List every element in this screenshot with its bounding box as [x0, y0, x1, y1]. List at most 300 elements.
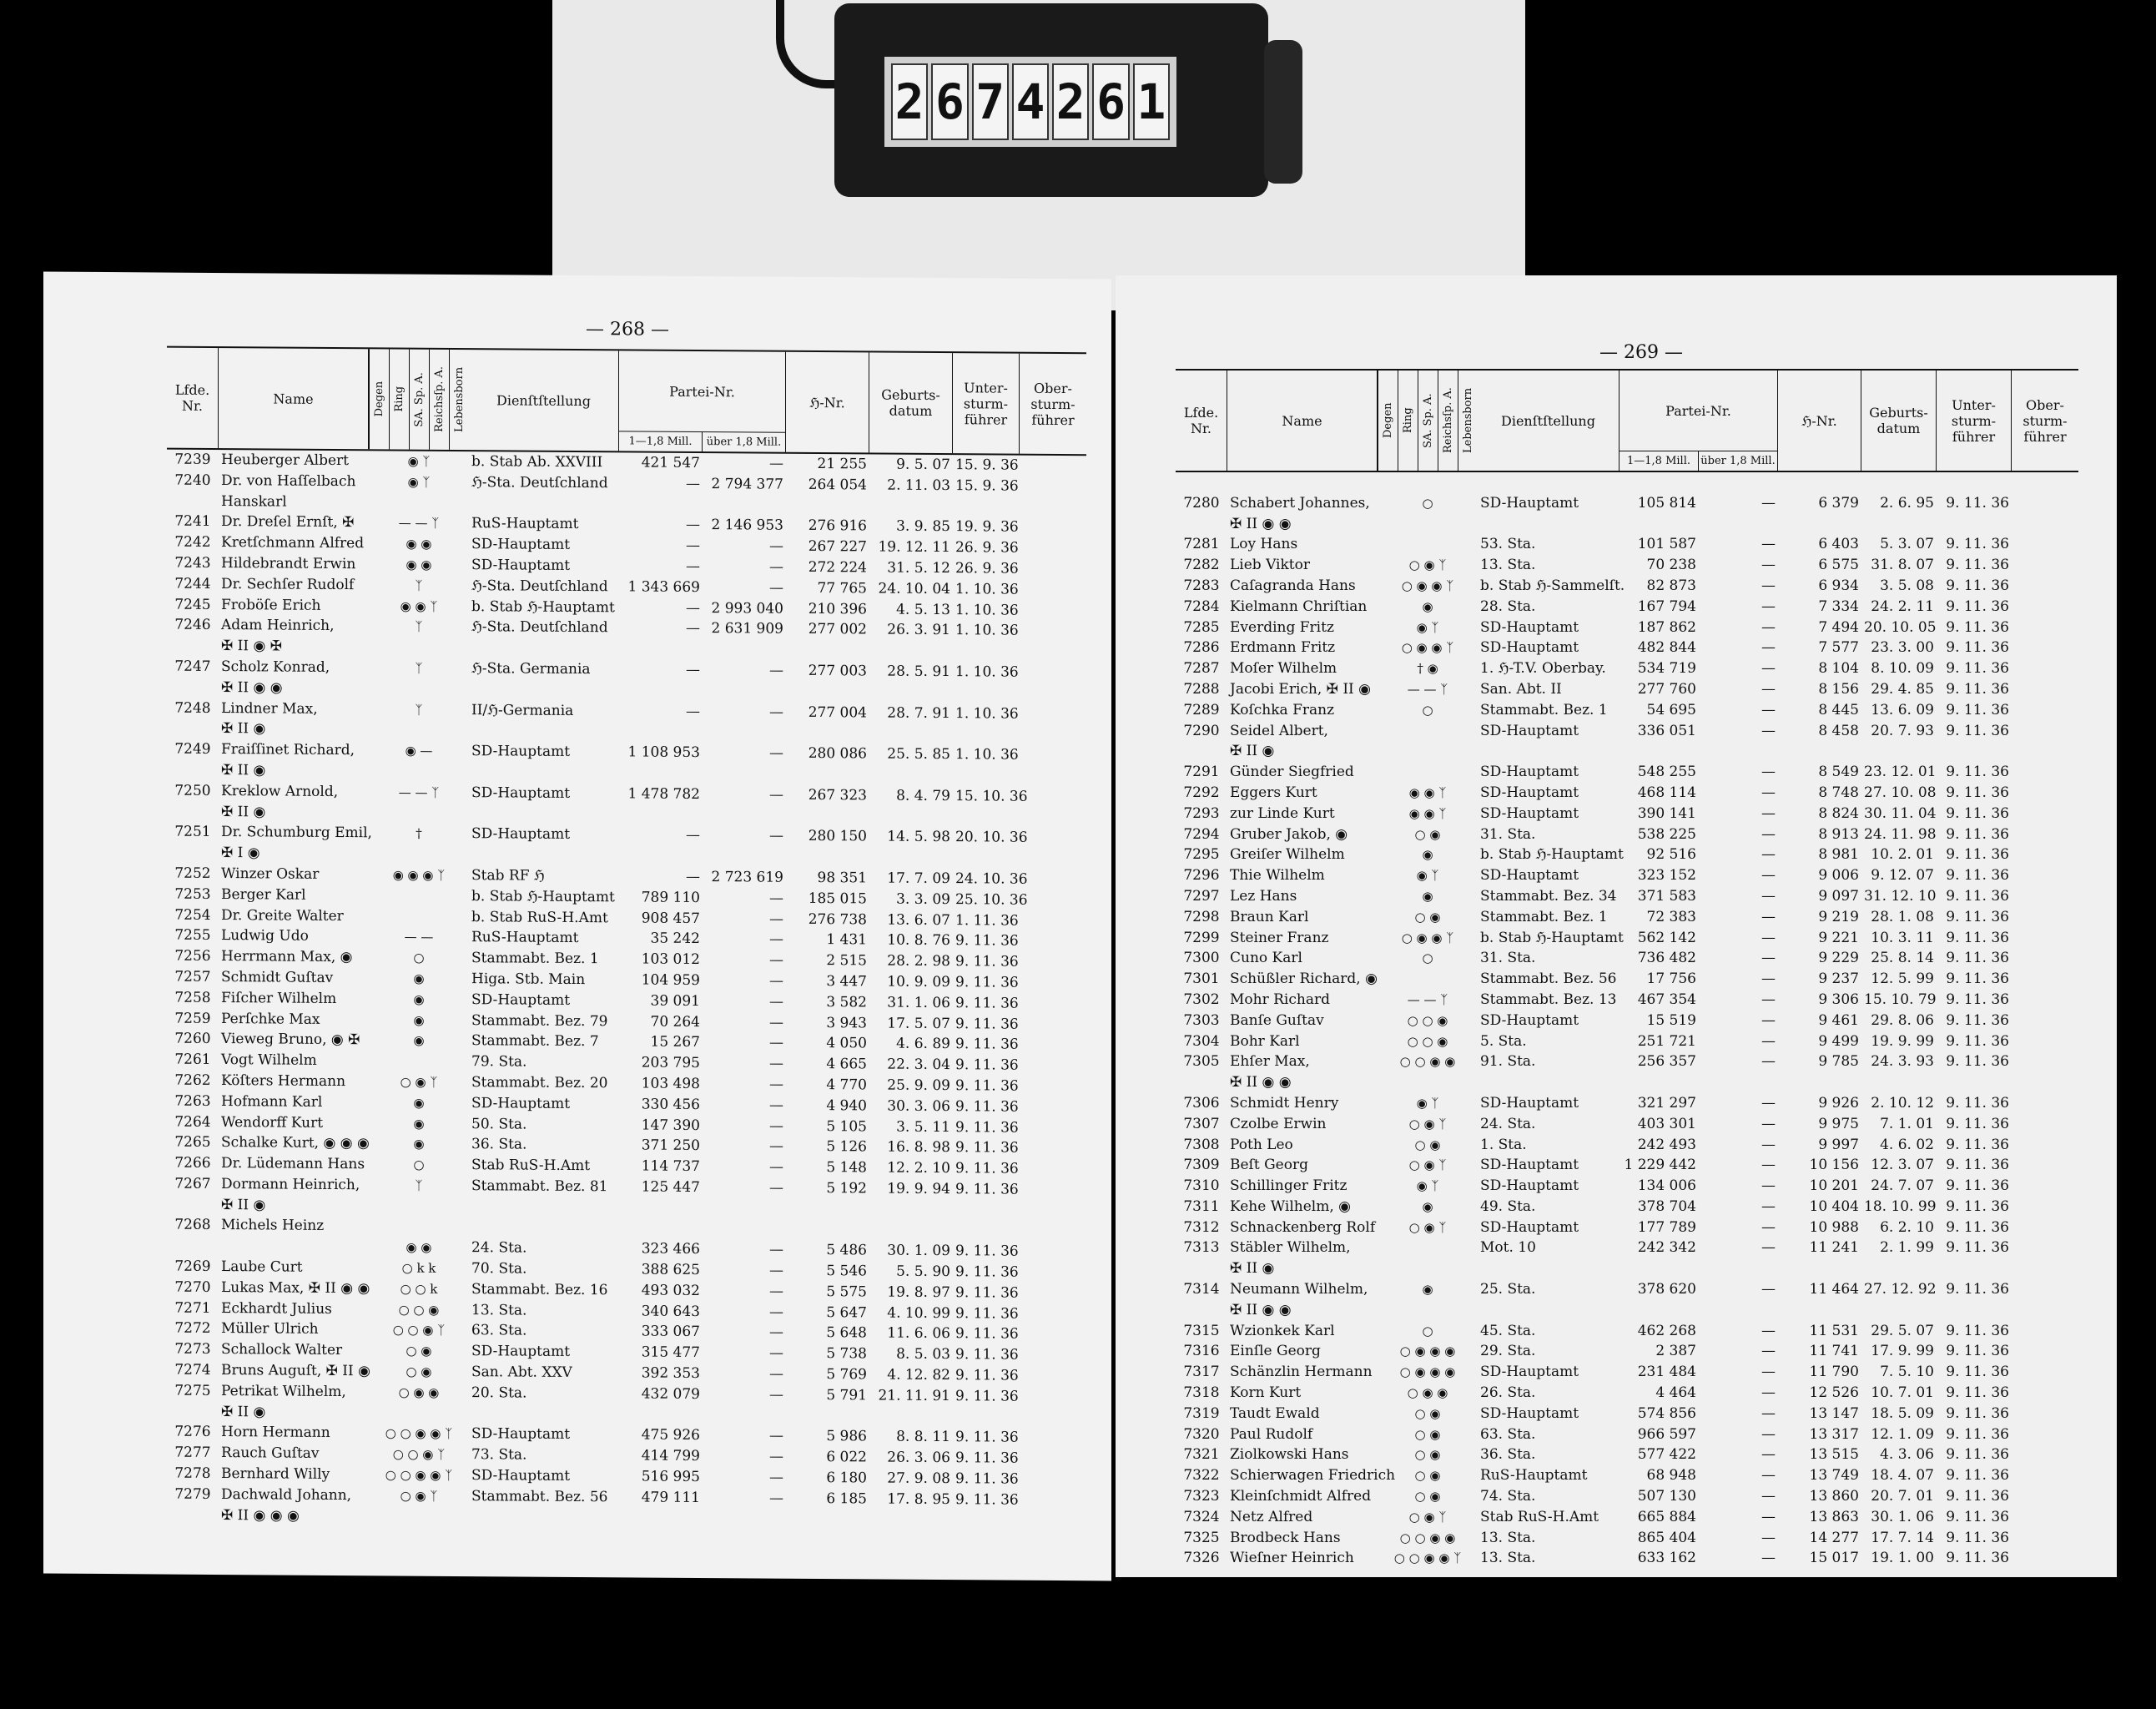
row-partei-b: —: [1761, 1218, 1776, 1236]
row-number: 7246: [174, 617, 211, 634]
row-dienststellung: [469, 720, 619, 742]
row-markers: ◉ ◉: [406, 1239, 432, 1256]
row-partei-a: 134 006: [1637, 1177, 1696, 1195]
row-name: Hofmann Karl: [221, 1092, 323, 1111]
row-ss-nr: 3 582: [826, 993, 867, 1011]
row-name: Winzer Oskar: [221, 865, 320, 883]
row-partei-b: —: [1761, 1364, 1776, 1381]
row-untersturmfuehrer: 9. 11. 36: [955, 1263, 1019, 1281]
row-dienststellung: Stammabt. Bez. 7: [471, 1032, 599, 1051]
row-number: 7326: [1183, 1550, 1220, 1567]
row-geburtsdatum: [869, 641, 953, 662]
row-partei-b: —: [1761, 1011, 1776, 1029]
row-number: [167, 1194, 219, 1215]
row-ss-nr: [1778, 1072, 1861, 1093]
row-number: 7284: [1183, 597, 1220, 615]
row-dienststellung: Stammabt. Bez. 56: [1480, 970, 1617, 988]
row-ss-nr: [786, 682, 869, 703]
row-geburtsdatum: 7. 1. 01: [1880, 1115, 1934, 1132]
row-name: ✠ II ◉ ◉ ◉: [221, 1506, 300, 1525]
row-dienststellung: ℌ-Sta. Deutſchland: [471, 473, 608, 492]
table-row: [1176, 969, 2012, 990]
row-ss-nr: 11 790: [1809, 1364, 1859, 1381]
row-partei-b: —: [1761, 970, 1776, 988]
row-markers: ᛉ: [415, 619, 423, 635]
row-geburtsdatum: 25. 8. 14: [1871, 950, 1934, 967]
row-geburtsdatum: 4. 3. 06: [1880, 1446, 1934, 1464]
table-row: [1176, 1197, 2012, 1217]
row-geburtsdatum: [869, 723, 953, 744]
row-partei-a: [619, 680, 703, 701]
row-markers: ◉ ᛉ: [1416, 1095, 1439, 1111]
row-untersturmfuehrer: 9. 11. 36: [1946, 494, 2009, 512]
row-partei-a: 15 519: [1646, 1011, 1696, 1029]
row-untersturmfuehrer: 9. 11. 36: [955, 1346, 1019, 1364]
row-partei-b: —: [1761, 991, 1776, 1008]
row-untersturmfuehrer: 9. 11. 36: [1946, 1053, 2009, 1071]
row-partei-b: —: [769, 1324, 783, 1342]
row-untersturmfuehrer: 1. 10. 36: [955, 704, 1019, 723]
row-ss-nr: 264 054: [808, 476, 867, 494]
row-name: Stäbler Wilhelm,: [1230, 1239, 1351, 1257]
row-name: Wendorff Kurt: [221, 1113, 324, 1132]
row-partei-b: 2 146 953: [711, 517, 783, 535]
row-markers: ○ ◉ ◉: [1407, 1385, 1448, 1401]
row-dienststellung: SD-Hauptamt: [471, 1467, 571, 1485]
row-ss-nr: 6 403: [1818, 536, 1859, 553]
row-markers: ᛉ: [415, 1177, 423, 1193]
row-geburtsdatum: 17. 9. 99: [1871, 1343, 1934, 1360]
row-number: 7300: [1183, 950, 1220, 967]
row-untersturmfuehrer: [1937, 1300, 2012, 1321]
row-ss-nr: 8 913: [1818, 825, 1859, 843]
row-partei-a: 68 948: [1646, 1467, 1696, 1485]
header-partei: [619, 350, 786, 451]
row-geburtsdatum: 3. 9. 85: [896, 518, 950, 536]
row-markers: ◉: [1422, 1282, 1433, 1298]
row-markers: ○ ○ ◉ ◉: [1399, 1530, 1456, 1545]
row-partei-a: 321 297: [1637, 1094, 1696, 1112]
row-dienststellung: 31. Sta.: [1480, 825, 1536, 843]
row-geburtsdatum: 30. 11. 04: [1864, 804, 1937, 822]
row-untersturmfuehrer: 9. 11. 36: [955, 994, 1019, 1012]
row-partei-a: 966 597: [1637, 1425, 1696, 1443]
row-number: [167, 718, 219, 739]
row-partei-a: 231 484: [1637, 1364, 1696, 1381]
row-partei-a: —: [686, 661, 700, 678]
row-untersturmfuehrer: 20. 10. 36: [955, 829, 1028, 847]
row-ss-nr: 5 769: [826, 1366, 867, 1384]
table-row: [1176, 576, 2012, 597]
row-partei-a: [1620, 1072, 1699, 1093]
row-number: 7290: [1183, 722, 1220, 739]
row-partei-a: [619, 494, 703, 515]
row-partei-b: —: [1761, 557, 1776, 574]
row-untersturmfuehrer: 9. 11. 36: [1946, 1404, 2009, 1422]
row-ss-nr: 21 255: [817, 456, 867, 473]
row-name: ✠ II ◉: [221, 803, 266, 820]
row-name: Ludwig Udo: [221, 927, 309, 945]
row-geburtsdatum: 10. 2. 01: [1871, 846, 1934, 864]
row-markers: ◉ ◉ ᛉ: [1408, 805, 1447, 821]
row-partei-b: —: [769, 558, 783, 576]
row-partei-a: [619, 1218, 703, 1239]
row-untersturmfuehrer: 9. 11. 36: [955, 932, 1019, 950]
row-untersturmfuehrer: 1. 11. 36: [955, 911, 1019, 930]
row-ss-nr: 9 221: [1818, 929, 1859, 946]
row-untersturmfuehrer: [953, 724, 1020, 745]
row-number: 7282: [1183, 557, 1220, 574]
row-geburtsdatum: 25. 5. 85: [887, 745, 950, 764]
row-untersturmfuehrer: 24. 10. 36: [955, 870, 1028, 888]
row-partei-b: [1699, 1300, 1778, 1321]
row-partei-b: —: [769, 455, 783, 472]
row-number: 7274: [174, 1361, 211, 1379]
row-dienststellung: b. Stab Ab. XXVIII: [471, 453, 603, 471]
row-number: 7302: [1183, 991, 1220, 1008]
row-number: 7273: [174, 1340, 211, 1359]
row-partei-b: —: [1761, 1053, 1776, 1071]
row-dienststellung: SD-Hauptamt: [1480, 1011, 1579, 1029]
row-geburtsdatum: 17. 7. 09: [887, 870, 950, 888]
row-partei-a: 574 856: [1637, 1404, 1696, 1422]
row-number: [1176, 472, 1227, 493]
row-name: Fiſcher Wilhelm: [221, 989, 337, 1007]
row-dienststellung: 1. ℌ-T.V. Oberbay.: [1480, 660, 1606, 678]
row-partei-b: —: [769, 1344, 783, 1362]
table-row: [1176, 1238, 2012, 1258]
row-name: Hildebrandt Erwin: [221, 555, 356, 573]
row-number: 7260: [174, 1030, 211, 1048]
row-name: Schillinger Fritz: [1230, 1177, 1348, 1195]
row-geburtsdatum: [869, 848, 953, 869]
row-geburtsdatum: 10. 9. 09: [887, 973, 950, 991]
row-markers: — —: [404, 929, 434, 945]
row-geburtsdatum: 23. 3. 00: [1871, 639, 1934, 657]
row-dienststellung: b. Stab ℌ-Sammelſt.: [1480, 577, 1625, 594]
row-markers: [369, 1217, 469, 1238]
row-untersturmfuehrer: 25. 10. 36: [955, 890, 1028, 909]
row-partei-a: 336 051: [1637, 722, 1696, 739]
row-partei-b: [703, 681, 786, 702]
row-geburtsdatum: 14. 5. 98: [887, 828, 950, 846]
row-dienststellung: SD-Hauptamt: [471, 784, 571, 802]
header-partei-b: über 1,8 Mill.: [706, 436, 782, 449]
row-geburtsdatum: [869, 806, 953, 827]
table-row: [1176, 928, 2012, 949]
table-row: [1176, 824, 2012, 845]
table-row: [1176, 1507, 2012, 1528]
row-untersturmfuehrer: [953, 683, 1020, 703]
row-dienststellung: SD-Hauptamt: [471, 991, 571, 1009]
row-untersturmfuehrer: 9. 11. 36: [955, 1367, 1019, 1384]
counter-digit: 6: [931, 63, 968, 140]
row-number: 7303: [1183, 1011, 1220, 1029]
row-dienststellung: 1. Sta.: [1480, 1136, 1527, 1153]
row-number: 7308: [1183, 1136, 1220, 1153]
row-ss-nr: 5 486: [826, 1242, 867, 1259]
row-name: Dr. Lüdemann Hans: [221, 1155, 365, 1173]
row-partei-b: —: [1761, 577, 1776, 594]
row-markers: ○ ◉ ◉ ᛉ: [1401, 577, 1454, 593]
row-number: [167, 801, 219, 822]
row-markers: [369, 803, 469, 824]
header-sa: SA. Sp. A.: [409, 350, 429, 450]
row-partei-a: 390 141: [1637, 804, 1696, 822]
row-ss-nr: 267 323: [808, 786, 867, 804]
row-geburtsdatum: 11. 6. 06: [887, 1325, 950, 1343]
row-untersturmfuehrer: [1937, 472, 2012, 493]
row-markers: ᛉ: [415, 702, 423, 718]
row-partei-a: 242 342: [1637, 1239, 1696, 1257]
row-name: Poth Leo: [1230, 1136, 1293, 1153]
row-untersturmfuehrer: 9. 11. 36: [955, 1181, 1019, 1198]
row-dienststellung: 74. Sta.: [1480, 1488, 1536, 1505]
row-partei-b: —: [769, 993, 783, 1011]
row-geburtsdatum: 13. 6. 09: [1871, 701, 1934, 718]
row-geburtsdatum: 10. 7. 01: [1871, 1384, 1934, 1402]
row-untersturmfuehrer: 9. 11. 36: [1946, 1467, 2009, 1485]
row-untersturmfuehrer: 9. 11. 36: [1946, 1529, 2009, 1546]
row-ss-nr: [786, 1405, 869, 1426]
row-partei-a: 388 625: [641, 1261, 700, 1279]
row-dienststellung: 45. Sta.: [1480, 1322, 1536, 1339]
row-ss-nr: 9 237: [1818, 970, 1859, 988]
row-geburtsdatum: 23. 12. 01: [1864, 764, 1937, 781]
row-markers: ○ ◉ ᛉ: [400, 1074, 438, 1090]
row-untersturmfuehrer: 9. 11. 36: [955, 1491, 1019, 1509]
row-dienststellung: 31. Sta.: [1480, 950, 1536, 967]
row-ss-nr: [1778, 514, 1861, 535]
table-row: [1176, 1011, 2012, 1031]
table-row: [1176, 1528, 2012, 1549]
row-markers: ○ ◉: [1414, 1489, 1441, 1505]
row-dienststellung: [469, 1197, 619, 1218]
row-partei-a: 15 267: [650, 1033, 700, 1051]
row-name: Schalke Kurt, ◉ ◉ ◉: [221, 1134, 370, 1152]
row-dienststellung: Stammabt. Bez. 16: [471, 1280, 608, 1299]
row-number: 7259: [174, 1010, 211, 1027]
header-partei: [1620, 371, 1778, 471]
row-untersturmfuehrer: 9. 11. 36: [955, 1470, 1019, 1488]
row-partei-b: —: [1761, 846, 1776, 864]
row-untersturmfuehrer: 1. 10. 36: [955, 601, 1019, 619]
table-row: [1176, 1424, 2012, 1445]
row-name: Schierwagen Friedrich: [1230, 1467, 1396, 1485]
row-untersturmfuehrer: 9. 11. 36: [1946, 867, 2009, 885]
row-dienststellung: b. Stab ℌ-Hauptamt: [1480, 929, 1624, 946]
row-dienststellung: [1478, 1258, 1620, 1279]
counter-digit: 1: [1133, 63, 1170, 140]
row-untersturmfuehrer: 1. 10. 36: [955, 580, 1019, 598]
row-name: Dr. Dreſel Ernſt, ✠: [221, 513, 355, 532]
row-name: Kehe Wilhelm, ◉: [1230, 1197, 1351, 1215]
row-number: [1176, 741, 1227, 762]
row-untersturmfuehrer: 9. 11. 36: [955, 1097, 1019, 1116]
row-markers: — — ᛉ: [1407, 991, 1448, 1007]
table-row: [1176, 907, 2012, 928]
row-number: 7281: [1183, 536, 1220, 553]
row-name: ✠ II ◉ ◉: [1230, 515, 1292, 532]
row-number: 7305: [1183, 1053, 1220, 1071]
row-partei-b: —: [769, 1137, 783, 1156]
row-markers: ○: [1422, 702, 1433, 718]
row-partei-b: —: [1761, 597, 1776, 615]
row-partei-b: —: [1761, 908, 1776, 925]
header-name: Name: [1227, 371, 1378, 471]
row-number: [1176, 1258, 1227, 1279]
row-number: 7242: [174, 533, 211, 552]
row-markers: ○: [1422, 950, 1433, 966]
row-geburtsdatum: 18. 5. 09: [1871, 1404, 1934, 1422]
row-partei-a: 414 799: [641, 1447, 700, 1465]
row-markers: ○ ◉ ᛉ: [1408, 557, 1447, 573]
row-number: [167, 843, 219, 864]
row-markers: ○ ◉: [1414, 1468, 1441, 1484]
row-dienststellung: SD-Hauptamt: [1480, 618, 1579, 636]
row-ss-nr: 5 791: [826, 1386, 867, 1404]
row-untersturmfuehrer: 9. 11. 36: [955, 953, 1019, 970]
row-geburtsdatum: 2. 6. 95: [1880, 494, 1934, 512]
row-partei-a: 323 466: [641, 1240, 700, 1258]
row-markers: [369, 492, 469, 514]
row-partei-a: 167 794: [1637, 597, 1696, 615]
row-partei-a: [619, 639, 703, 660]
row-geburtsdatum: 15. 10. 79: [1864, 991, 1937, 1008]
row-markers: ○ ◉ ᛉ: [1408, 1509, 1447, 1525]
row-name: Perſchke Max: [221, 1010, 320, 1028]
row-markers: [1378, 762, 1478, 783]
row-markers: [1378, 741, 1478, 762]
row-dienststellung: San. Abt. XXV: [471, 1364, 572, 1382]
row-geburtsdatum: 27. 10. 08: [1864, 784, 1937, 801]
row-number: 7313: [1183, 1239, 1220, 1257]
table-row: [1176, 1548, 2012, 1569]
row-ss-nr: 8 981: [1818, 846, 1859, 864]
row-markers: ○ ○ ◉: [1407, 1012, 1448, 1028]
row-markers: ◉: [413, 970, 425, 986]
header-ring: Ring: [389, 349, 409, 449]
row-name: ✠ II ◉: [221, 1196, 266, 1214]
row-partei-a: 479 111: [641, 1489, 700, 1506]
row-partei-b: —: [1761, 1281, 1776, 1298]
row-markers: ○ ○ ◉: [398, 1302, 440, 1318]
row-geburtsdatum: 3. 5. 11: [896, 1118, 950, 1136]
row-partei-a: 187 862: [1637, 618, 1696, 636]
row-geburtsdatum: 19. 1. 00: [1871, 1550, 1934, 1567]
row-untersturmfuehrer: 9. 11. 36: [955, 1388, 1019, 1405]
table-row: [1176, 1258, 2012, 1279]
row-markers: ◉ ◉ ᛉ: [400, 598, 438, 614]
row-number: 7324: [1183, 1508, 1220, 1525]
row-dienststellung: SD-Hauptamt: [1480, 784, 1579, 801]
row-ss-nr: 77 765: [817, 579, 867, 597]
row-dienststellung: ℌ-Sta. Deutſchland: [471, 577, 608, 596]
row-markers: ○ ◉: [1414, 826, 1441, 842]
row-markers: ○ ○ ◉ ◉ ᛉ: [385, 1425, 453, 1442]
table-row: [1176, 1072, 2012, 1093]
row-partei-b: —: [1761, 1550, 1776, 1567]
row-geburtsdatum: 4. 12. 82: [887, 1366, 950, 1384]
row-name: Erdmann Fritz: [1230, 639, 1336, 657]
row-geburtsdatum: 19. 9. 94: [887, 1180, 950, 1198]
row-untersturmfuehrer: 9. 11. 36: [955, 1160, 1019, 1177]
row-ss-nr: 5 738: [826, 1345, 867, 1363]
row-geburtsdatum: 20. 7. 93: [1871, 722, 1934, 739]
row-geburtsdatum: 8. 8. 11: [896, 1429, 950, 1446]
row-untersturmfuehrer: [1937, 1072, 2012, 1093]
row-number: 7307: [1183, 1115, 1220, 1132]
row-name: Bohr Karl: [1230, 1032, 1300, 1050]
header-ss: ℌ-Nr.: [786, 352, 869, 453]
row-markers: ◉: [413, 1012, 425, 1028]
row-markers: [369, 761, 469, 783]
row-partei-b: —: [769, 930, 783, 949]
row-untersturmfuehrer: 9. 11. 36: [1946, 597, 2009, 615]
row-partei-b: —: [1761, 1239, 1776, 1257]
row-partei-a: 105 814: [1637, 494, 1696, 512]
row-ss-nr: 3 943: [826, 1014, 867, 1031]
row-markers: [369, 906, 469, 928]
row-partei-a: [1620, 741, 1699, 762]
row-partei-a: 1 108 953: [627, 744, 700, 762]
row-dienststellung: [1478, 741, 1620, 762]
row-partei-b: —: [769, 1241, 783, 1259]
row-dienststellung: [469, 1404, 619, 1425]
row-name: Heuberger Albert: [221, 451, 349, 470]
table-row: [1176, 597, 2012, 618]
right-page: [1116, 275, 2117, 1577]
row-geburtsdatum: 10. 3. 11: [1871, 929, 1934, 946]
row-partei-b: [703, 764, 786, 784]
row-ss-nr: 280 086: [808, 745, 867, 763]
row-untersturmfuehrer: 9. 11. 36: [1946, 764, 2009, 781]
row-partei-b: [1699, 741, 1778, 762]
row-partei-a: 92 516: [1646, 846, 1696, 864]
row-name: Ehſer Max,: [1230, 1053, 1310, 1071]
row-partei-b: —: [769, 910, 783, 928]
row-markers: [369, 1051, 469, 1072]
row-geburtsdatum: 13. 6. 07: [887, 911, 950, 929]
row-markers: [1378, 472, 1478, 493]
row-name: ✠ II ◉: [1230, 1260, 1275, 1278]
header-ober: Ober-sturm-führer: [1030, 380, 1075, 428]
row-number: 7295: [1183, 846, 1220, 864]
row-number: 7244: [174, 575, 211, 592]
row-partei-b: —: [1761, 804, 1776, 822]
row-ss-nr: 4 770: [826, 1076, 867, 1094]
row-geburtsdatum: 24. 3. 93: [1871, 1053, 1934, 1071]
header-unter: Unter-sturm-führer: [953, 353, 1020, 454]
row-ss-nr: 15 017: [1809, 1550, 1859, 1567]
header-geb: Geburts-datum: [869, 352, 953, 453]
row-partei-a: 330 456: [641, 1096, 700, 1113]
row-ss-nr: 9 997: [1818, 1136, 1859, 1153]
row-name: Dormann Heinrich,: [221, 1175, 360, 1194]
row-ss-nr: 7 577: [1818, 639, 1859, 657]
row-markers: †: [416, 825, 422, 842]
counter-knob: [1264, 40, 1302, 184]
row-dienststellung: 63. Sta.: [471, 1322, 527, 1340]
row-name: ✠ II ◉ ✠: [221, 638, 282, 655]
header-partei-a: 1—1,8 Mill.: [1620, 451, 1699, 471]
row-ss-nr: 6 180: [826, 1470, 867, 1487]
row-partei-a: 516 995: [641, 1468, 700, 1486]
row-name: Schmidt Henry: [1230, 1094, 1339, 1112]
row-partei-a: 4 464: [1655, 1384, 1696, 1402]
row-dienststellung: [469, 1507, 619, 1529]
row-dienststellung: 25. Sta.: [1480, 1281, 1536, 1298]
